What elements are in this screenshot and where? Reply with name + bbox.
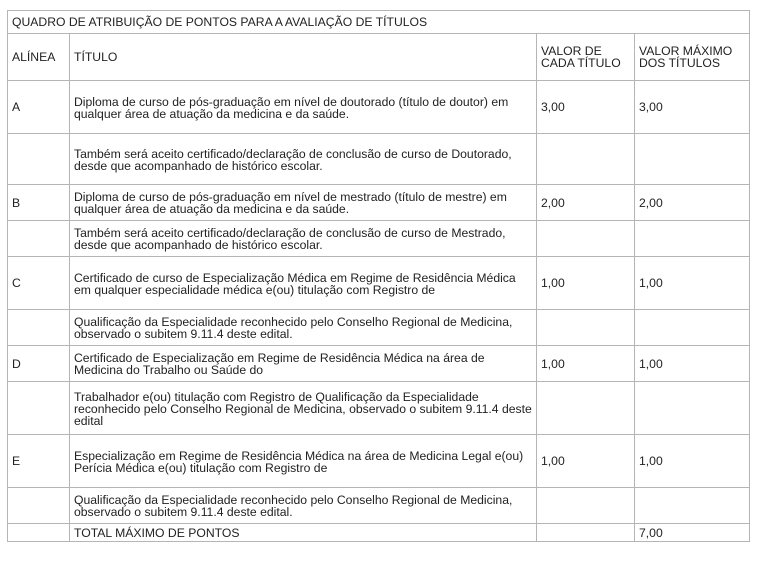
table-row [8, 257, 750, 310]
row-valor-maximo [635, 488, 750, 524]
total-label: TOTAL MÁXIMO DE PONTOS [70, 524, 537, 542]
row-alinea: A [8, 81, 70, 134]
row-valor-maximo [635, 221, 750, 257]
row-valor-cada: 1,00 [537, 435, 635, 488]
row-valor-maximo: 1,00 [635, 435, 750, 488]
row-valor-maximo: 1,00 [635, 346, 750, 382]
row-titulo: Qualificação da Especialidade reconhecido pelo Conselho Regional de Medicina, observado o subitem 9.11.4 deste edital. [70, 488, 537, 524]
row-valor-maximo [635, 310, 750, 346]
row-valor-cada [537, 310, 635, 346]
header-row [8, 34, 750, 81]
row-titulo: Especialização em Regime de Residência Médica na área de Medicina Legal e(ou) Perícia Médica e(ou) titulação com Registro de [70, 435, 537, 488]
header-alinea: ALÍNEA [8, 34, 70, 81]
row-titulo: Também será aceito certificado/declaração de conclusão de curso de Doutorado, desde que acompanhado de histórico escolar. [70, 134, 537, 185]
row-valor-cada: 1,00 [537, 257, 635, 310]
row-alinea [8, 488, 70, 524]
row-valor-maximo: 1,00 [635, 257, 750, 310]
row-titulo: Certificado de curso de Especialização Médica em Regime de Residência Médica em qualquer especialidade médica e(ou) titulação com Registro de [70, 257, 537, 310]
row-alinea: C [8, 257, 70, 310]
row-alinea [8, 310, 70, 346]
row-titulo: Também será aceito certificado/declaração de conclusão de curso de Mestrado, desde que acompanhado de histórico escolar. [70, 221, 537, 257]
row-alinea [8, 221, 70, 257]
row-valor-maximo: 2,00 [635, 185, 750, 221]
header-valor-cada: VALOR DE CADA TÍTULO [537, 34, 635, 81]
total-row [8, 524, 750, 542]
table-row [8, 134, 750, 185]
row-alinea: D [8, 346, 70, 382]
table-caption: QUADRO DE ATRIBUIÇÃO DE PONTOS PARA A AVALIAÇÃO DE TÍTULOS [8, 11, 750, 34]
row-valor-cada [537, 488, 635, 524]
row-valor-cada: 1,00 [537, 346, 635, 382]
caption-row [8, 11, 750, 34]
row-valor-cada: 2,00 [537, 185, 635, 221]
row-titulo: Qualificação da Especialidade reconhecido pelo Conselho Regional de Medicina, observado o subitem 9.11.4 deste edital. [70, 310, 537, 346]
table-row [8, 382, 750, 435]
total-alinea-empty [8, 524, 70, 542]
row-titulo: Trabalhador e(ou) titulação com Registro de Qualificação da Especialidade reconhecido pelo Conselho Regional de Medicina, observado o subitem 9.11.4 deste edital [70, 382, 537, 435]
row-valor-cada [537, 134, 635, 185]
total-valor-cada-empty [537, 524, 635, 542]
points-table-body [8, 11, 750, 542]
points-table [7, 10, 750, 542]
total-value: 7,00 [635, 524, 750, 542]
table-row [8, 488, 750, 524]
row-titulo: Certificado de Especialização em Regime de Residência Médica na área de Medicina do Trabalho ou Saúde do [70, 346, 537, 382]
table-row [8, 221, 750, 257]
table-row [8, 310, 750, 346]
header-titulo: TÍTULO [70, 34, 537, 81]
row-titulo: Diploma de curso de pós-graduação em nível de mestrado (título de mestre) em qualquer área de atuação da medicina e da saúde. [70, 185, 537, 221]
row-alinea [8, 382, 70, 435]
row-valor-maximo [635, 382, 750, 435]
table-row [8, 185, 750, 221]
row-alinea: E [8, 435, 70, 488]
row-valor-cada: 3,00 [537, 81, 635, 134]
table-row [8, 81, 750, 134]
row-alinea: B [8, 185, 70, 221]
table-row [8, 346, 750, 382]
row-titulo: Diploma de curso de pós-graduação em nível de doutorado (título de doutor) em qualquer área de atuação da medicina e da saúde. [70, 81, 537, 134]
row-alinea [8, 134, 70, 185]
table-row [8, 435, 750, 488]
header-valor-maximo: VALOR MÁXIMO DOS TÍTULOS [635, 34, 750, 81]
row-valor-cada [537, 382, 635, 435]
row-valor-maximo [635, 134, 750, 185]
row-valor-cada [537, 221, 635, 257]
row-valor-maximo: 3,00 [635, 81, 750, 134]
